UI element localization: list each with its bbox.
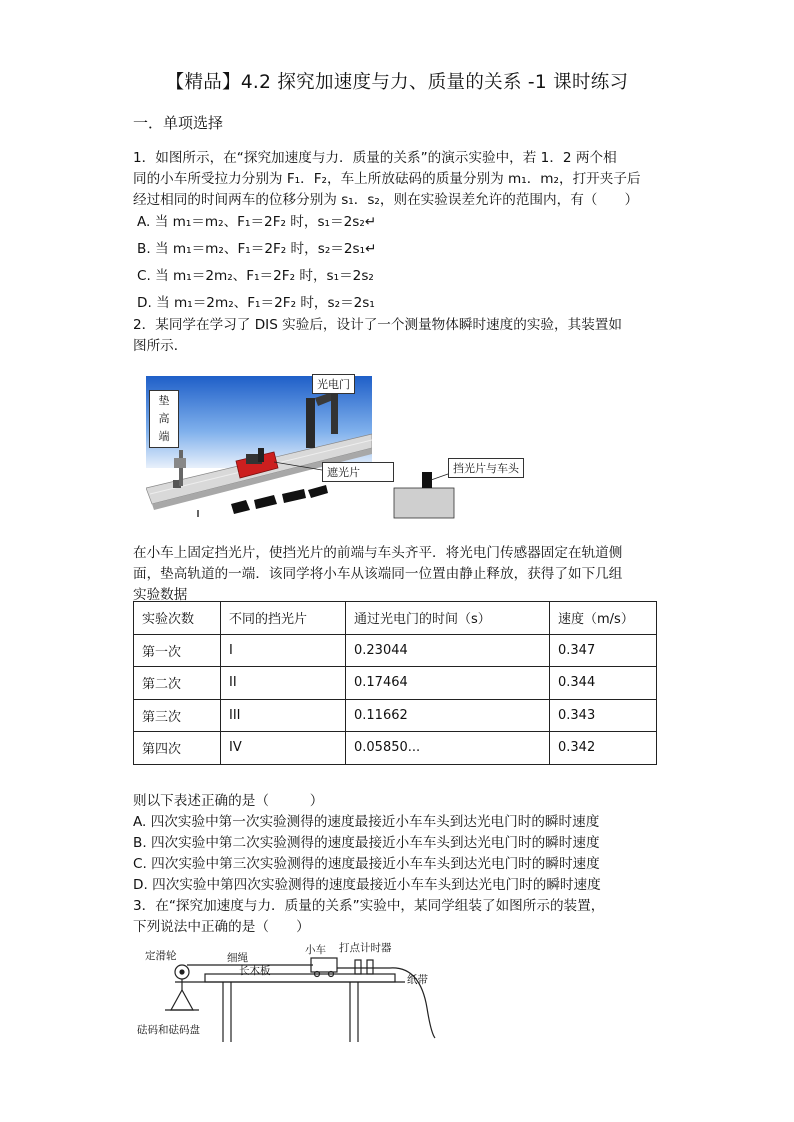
section-heading: 一．单项选择 (133, 114, 224, 132)
q2-desc-3: 实验数据 (133, 587, 188, 603)
q1-option-d: D. 当 m₁＝2m₂、F₁＝2F₂ 时，s₂＝2s₁ (137, 295, 375, 311)
cart-board-figure (135, 938, 441, 1048)
table-cell: 0.05850... (346, 732, 550, 765)
table-cell: 第二次 (134, 667, 221, 700)
q1-line-2: 同的小车所受拉力分别为 F₁．F₂，车上所放砝码的质量分别为 m₁．m₂，打开夹子后 (133, 171, 641, 187)
q1-option-c: C. 当 m₁＝2m₂、F₁＝2F₂ 时，s₁＝2s₂ (137, 268, 374, 284)
table-cell: 0.347 (550, 634, 657, 667)
header-cell: 通过光电门的时间（s） (346, 602, 550, 635)
table-row (134, 667, 657, 700)
pulley-label: 定滑轮 (145, 950, 177, 962)
weights-label: 砝码和砝码盘 (137, 1024, 200, 1036)
rope-label: 细绳 (227, 952, 248, 964)
experiment-data-table (133, 601, 657, 765)
q2-question: 则以下表述正确的是（ ） (133, 793, 324, 809)
table-cell: 0.342 (550, 732, 657, 765)
table-cell: 0.343 (550, 699, 657, 732)
table-cell: I (221, 634, 346, 667)
tape-label: 纸带 (407, 974, 428, 986)
table-cell: III (221, 699, 346, 732)
table-row (134, 732, 657, 765)
page-title: 【精品】4.2 探究加速度与力、质量的关系 -1 课时练习 (165, 72, 629, 93)
table-row (134, 699, 657, 732)
q2-line-2: 图所示． (133, 338, 188, 354)
table-cell: 0.17464 (346, 667, 550, 700)
q2-desc-2: 面，垫高轨道的一端．该同学将小车从该端同一位置由静止释放，获得了如下几组 (133, 566, 623, 582)
table-cell: IV (221, 732, 346, 765)
shading-piece-label: 遮光片 (322, 462, 394, 482)
piece-head-label: 挡光片与车头 (448, 458, 524, 478)
table-cell: 第四次 (134, 732, 221, 765)
photogate-apparatus-figure (146, 376, 372, 517)
table-cell: 第三次 (134, 699, 221, 732)
table-cell: 0.344 (550, 667, 657, 700)
q1-option-b: B. 当 m₁＝m₂、F₁＝2F₂ 时，s₂＝2s₁↵ (137, 241, 377, 257)
q2-option-a: A. 四次实验中第一次实验测得的速度最接近小车车头到达光电门时的瞬时速度 (133, 814, 600, 830)
q1-line-3: 经过相同的时间两车的位移分别为 s₁．s₂，则在实验误差允许的范围内，有（ ） (133, 192, 639, 208)
table-row (134, 634, 657, 667)
header-cell: 实验次数 (134, 602, 221, 635)
raised-end-label: 垫高端 (149, 390, 179, 448)
header-cell: 不同的挡光片 (221, 602, 346, 635)
q3-line-2: 下列说法中正确的是（ ） (133, 919, 310, 935)
table-cell: II (221, 667, 346, 700)
q2-option-b: B. 四次实验中第二次实验测得的速度最接近小车车头到达光电门时的瞬时速度 (133, 835, 600, 851)
timer-label: 打点计时器 (339, 942, 392, 954)
table-cell: 0.23044 (346, 634, 550, 667)
table-header-row (134, 602, 657, 635)
pointer-line (274, 460, 326, 480)
apparatus-illustration (146, 376, 372, 517)
q1-option-a: A. 当 m₁＝m₂、F₁＝2F₂ 时，s₁＝2s₂↵ (137, 214, 377, 230)
q2-line-1: 2．某同学在学习了 DIS 实验后，设计了一个测量物体瞬时速度的实验，其装置如 (133, 317, 622, 333)
photogate-label: 光电门 (312, 374, 355, 394)
board-label: 长木板 (239, 965, 271, 977)
table-cell: 第一次 (134, 634, 221, 667)
q2-option-c: C. 四次实验中第三次实验测得的速度最接近小车车头到达光电门时的瞬时速度 (133, 856, 600, 872)
header-cell: 速度（m/s） (550, 602, 657, 635)
table-cell: 0.11662 (346, 699, 550, 732)
q1-line-1: 1．如图所示，在“探究加速度与力．质量的关系”的演示实验中，若 1．2 两个相 (133, 150, 617, 166)
q2-option-d: D. 四次实验中第四次实验测得的速度最接近小车车头到达光电门时的瞬时速度 (133, 877, 601, 893)
q3-line-1: 3．在“探究加速度与力．质量的关系”实验中，某同学组装了如图所示的装置， (133, 898, 605, 914)
piece-head-figure (393, 452, 543, 522)
cart-label: 小车 (305, 944, 326, 956)
q2-desc-1: 在小车上固定挡光片，使挡光片的前端与车头齐平．将光电门传感器固定在轨道侧 (133, 545, 623, 561)
